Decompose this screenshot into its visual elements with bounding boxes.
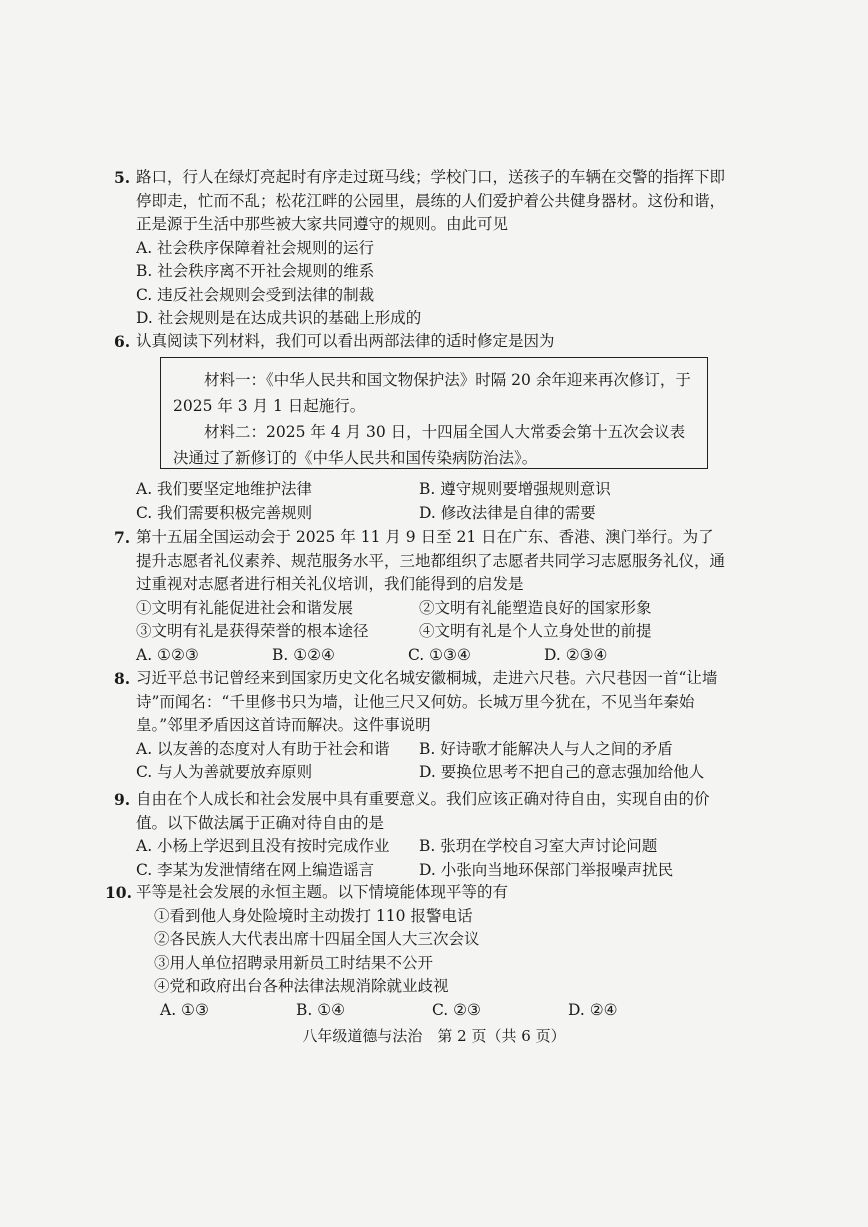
- question-stem: 认真阅读下列材料，我们可以看出两部法律的适时修定是因为: [136, 332, 555, 350]
- option-d: D. 要换位思考不把自己的意志强加给他人: [419, 763, 705, 781]
- material-2: 材料二：2025 年 4 月 30 日，十四届全国人大常委会第十五次会议表决通过了新修订的《中华人民共和国传染病防治法》。: [173, 423, 686, 467]
- option-d: D. ②③④: [544, 645, 608, 664]
- question-8: [114, 667, 726, 785]
- question-number: 5.: [114, 168, 131, 187]
- question-stem: 习近平总书记曾经来到国家历史文化名城安徽桐城，走进六尺巷。六尺巷因一首“让墙诗”而闻名：“千里修书只为墙，让他三尺又何妨。长城万里今犹在，不见当年秦始皇。”邻里矛盾因这首诗而解决。这件事说明: [136, 669, 718, 734]
- option-a: A. 社会秩序保障着社会规则的运行: [136, 238, 375, 257]
- material-1: 材料一：《中华人民共和国文物保护法》时隔 20 余年迎来再次修订，于 2025 年 3 月 1 日起施行。: [173, 371, 691, 415]
- question-5: [114, 166, 726, 331]
- question-number: 7.: [114, 528, 131, 547]
- statement-1: ①文明有礼能促进社会和谐发展: [136, 598, 354, 617]
- option-a: A. ①②③: [136, 645, 199, 664]
- question-number: 6.: [114, 332, 131, 351]
- statement-4: ④文明有礼是个人立身处世的前提: [419, 622, 652, 640]
- option-c: C. 我们需要积极完善规则: [136, 503, 313, 522]
- question-stem: 自由在个人成长和社会发展中具有重要意义。我们应该正确对待自由，实现自由的价值。以下做法属于正确对待自由的是: [136, 790, 710, 832]
- statement-3: ③用人单位招聘录用新员工时结果不公开: [154, 953, 434, 972]
- options-row: [136, 761, 726, 785]
- statement-2: ②文明有礼能塑造良好的国家形象: [419, 598, 652, 617]
- options-row: [136, 478, 726, 502]
- option-d: D. 修改法律是自律的需要: [419, 503, 596, 522]
- option-c: C. 违反社会规则会受到法律的制裁: [136, 285, 375, 304]
- option-d: D. 社会规则是在达成共识的基础上形成的: [136, 309, 422, 327]
- option-b: B. 张玥在学校自习室大声讨论问题: [419, 837, 658, 855]
- question-stem: 路口，行人在绿灯亮起时有序走过斑马线；学校门口，送孩子的车辆在交警的指挥下即停即走，忙而不乱；松花江畔的公园里，晨练的人们爱护着公共健身器材。这份和谐，正是源于生活中那些被大家共同遵守的规则。由此可见: [136, 168, 726, 233]
- option-c: C. 与人为善就要放弃原则: [136, 763, 313, 781]
- statement-row: [136, 620, 726, 644]
- option-c: C. ②③: [432, 1000, 481, 1019]
- options-row: [136, 502, 726, 526]
- option-c: C. 李某为发泄情绪在网上编造谣言: [136, 860, 375, 879]
- option-d: D. ②④: [568, 1000, 618, 1019]
- question-10: [105, 881, 726, 1022]
- material-box: [160, 357, 708, 469]
- question-9: [114, 788, 726, 882]
- question-6: [114, 330, 726, 354]
- option-a: A. ①③: [160, 1000, 209, 1019]
- statement-2: ②各民族人大代表出席十四届全国人大三次会议: [154, 930, 480, 948]
- statement-3: ③文明有礼是获得荣誉的根本途径: [136, 622, 369, 640]
- option-a: A. 以友善的态度对人有助于社会和谐: [136, 739, 390, 758]
- page-footer: 八年级道德与法治 第 2 页（共 6 页）: [302, 1027, 566, 1045]
- question-7: [114, 526, 726, 667]
- question-6-options: [136, 478, 726, 525]
- options-row: [136, 738, 726, 762]
- statement-1: ①看到他人身处险境时主动拨打 110 报警电话: [154, 906, 473, 925]
- option-b: B. ①④: [296, 1000, 346, 1019]
- option-c: C. ①③④: [408, 645, 471, 664]
- question-number: 10.: [105, 883, 132, 902]
- option-b: B. 遵守规则要增强规则意识: [419, 480, 611, 498]
- options-row: [136, 999, 726, 1023]
- option-b: B. 社会秩序离不开社会规则的维系: [136, 262, 375, 280]
- options-row: [136, 644, 726, 668]
- options-row: [136, 835, 726, 859]
- statement-4: ④党和政府出台各种法律法规消除就业歧视: [154, 977, 449, 995]
- option-a: A. 小杨上学迟到且没有按时完成作业: [136, 837, 390, 855]
- option-b: B. 好诗歌才能解决人与人之间的矛盾: [419, 739, 673, 758]
- option-a: A. 我们要坚定地维护法律: [136, 480, 313, 498]
- option-d: D. 小张向当地环保部门举报噪声扰民: [419, 860, 674, 879]
- question-stem: 第十五届全国运动会于 2025 年 11 月 9 日至 21 日在广东、香港、澳门举行。为了提升志愿者礼仪素养、规范服务水平，三地都组织了志愿者共同学习志愿服务礼仪，通过重视对志愿者进行相关礼仪培训，我们能得到的启发是: [136, 528, 726, 593]
- question-number: 9.: [114, 790, 131, 809]
- question-number: 8.: [114, 669, 131, 688]
- statement-row: [136, 597, 726, 621]
- question-stem: 平等是社会发展的永恒主题。以下情境能体现平等的有: [136, 883, 509, 901]
- option-b: B. ①②④: [272, 645, 335, 664]
- options-row: [136, 859, 726, 883]
